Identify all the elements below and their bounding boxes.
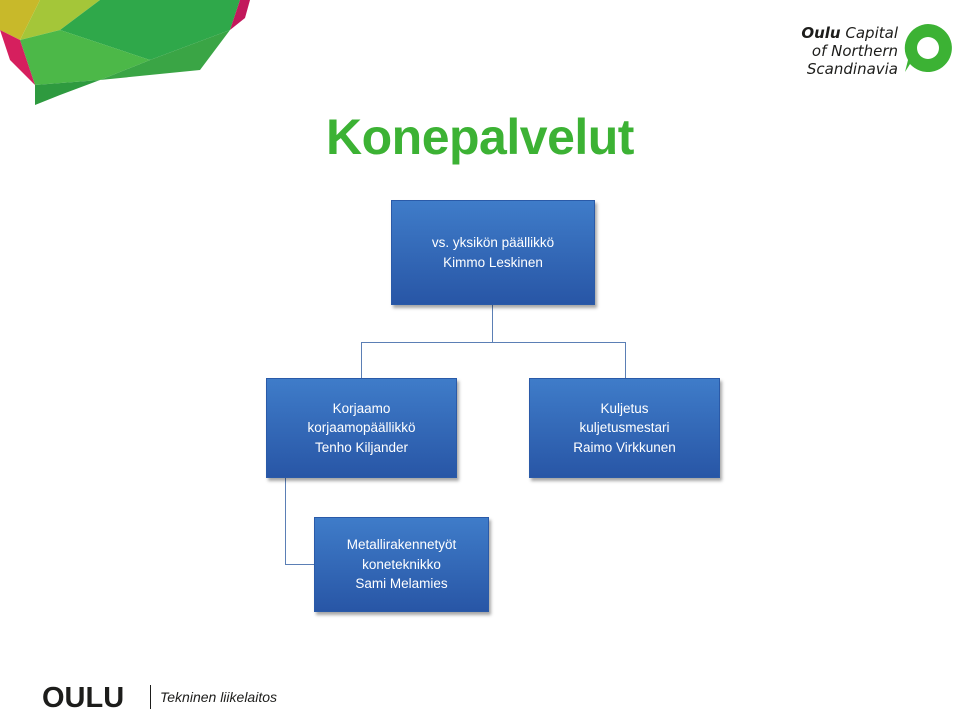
connector-metalli-across bbox=[285, 564, 314, 565]
connector-right-down bbox=[625, 342, 626, 378]
footer-separator bbox=[150, 685, 151, 709]
logo-line3: Scandinavia bbox=[806, 60, 898, 78]
logo-line1-bold: Oulu bbox=[801, 24, 841, 42]
kuljetus-name: Raimo Virkkunen bbox=[573, 439, 676, 455]
metalli-name: Sami Melamies bbox=[355, 576, 448, 592]
footer-brand: OULU bbox=[42, 682, 125, 714]
logo-line2: of Northern bbox=[811, 42, 898, 60]
kuljetus-unit: Kuljetus bbox=[600, 400, 649, 416]
korjaamo-unit: Korjaamo bbox=[332, 400, 391, 416]
org-box-root bbox=[391, 200, 595, 305]
connector-root-down bbox=[492, 305, 493, 342]
metalli-unit: Metallirakennetyöt bbox=[346, 537, 457, 553]
org-box-kuljetus bbox=[529, 378, 720, 478]
kuljetus-role: kuljetusmestari bbox=[579, 420, 670, 436]
city-logo-text bbox=[801, 24, 898, 78]
root-unit: vs. yksikön päällikkö bbox=[431, 235, 555, 250]
metalli-role: koneteknikko bbox=[362, 556, 441, 572]
connector-left-down bbox=[361, 342, 362, 378]
org-box-metalli bbox=[314, 517, 489, 612]
page-title: Konepalvelut bbox=[326, 109, 634, 165]
footer-subtitle: Tekninen liikelaitos bbox=[160, 689, 277, 705]
connector-korjaamo-down bbox=[285, 478, 286, 564]
org-box-korjaamo bbox=[266, 378, 457, 478]
oulu-o-logo-icon bbox=[902, 22, 954, 74]
root-name: Kimmo Leskinen bbox=[443, 254, 543, 270]
korjaamo-role: korjaamopäällikkö bbox=[307, 420, 416, 436]
korjaamo-name: Tenho Kiljander bbox=[314, 439, 409, 455]
speech-bubble-decoration bbox=[0, 0, 260, 110]
logo-line1-rest: Capital bbox=[840, 24, 898, 42]
connector-horizontal bbox=[361, 342, 626, 343]
